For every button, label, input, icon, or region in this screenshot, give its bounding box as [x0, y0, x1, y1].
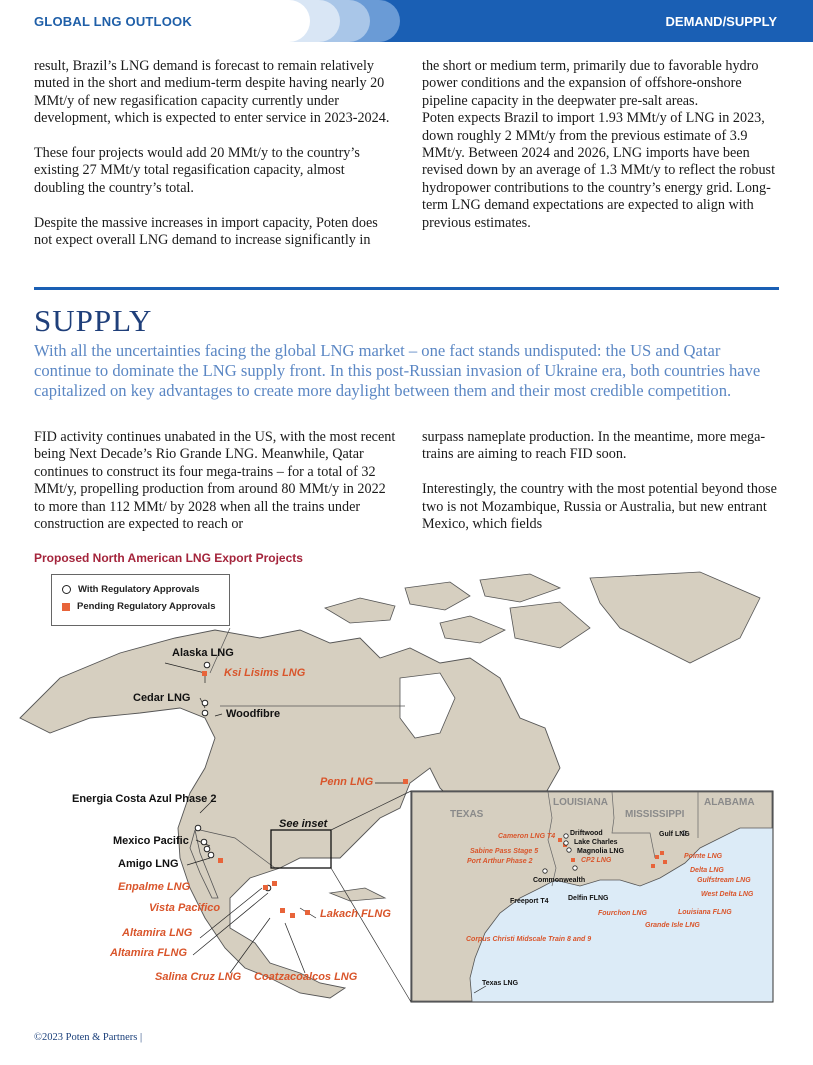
- map-label: Energia Costa Azul Phase 2: [72, 793, 217, 805]
- state-label: ALABAMA: [704, 797, 755, 808]
- map-label: Enpalme LNG: [118, 881, 191, 893]
- state-label: MISSISSIPPI: [625, 809, 685, 820]
- inset-label: Texas LNG: [482, 980, 519, 987]
- map-label: Altamira FLNG: [110, 947, 188, 959]
- inset-label: Sabine Pass Stage 5: [470, 848, 539, 855]
- map-label: Ksi Lisims LNG: [224, 667, 306, 679]
- map-label: Vista Pacifico: [149, 902, 221, 914]
- legend-label: With Regulatory Approvals: [78, 584, 200, 595]
- map-label: See inset: [279, 818, 328, 830]
- map-label: Lakach FLNG: [320, 908, 391, 920]
- top-right-column: [422, 58, 782, 249]
- paragraph: result, Brazil’s LNG demand is forecast to remain relatively muted in the short and medium-term despite having nearly 20 MMt/y of new regasification capacity currently under development, which is expected to enter service in 2023-2024.: [34, 58, 390, 127]
- map-legend: [51, 574, 230, 626]
- supply-right-column: [422, 429, 782, 551]
- inset-label: Magnolia LNG: [577, 848, 625, 855]
- inset-label: Delta LNG: [690, 867, 724, 874]
- inset-label: Corpus Christi Midscale Train 8 and 9: [466, 936, 592, 943]
- section-title: DEMAND/SUPPLY: [665, 14, 777, 29]
- map-label: Cedar LNG: [133, 692, 191, 704]
- map-label: Coatzacoalcos LNG: [254, 971, 358, 983]
- inset-label: West Delta LNG: [701, 891, 754, 898]
- lead-paragraph: With all the uncertainties facing the global LNG market – one fact stands undisputed: the US and Qatar continue to dominate the LNG supply front. In this post-Russian invasion of Ukraine era, both countries have capitalized on key advantages to create more daylight between them and their most credible competition.: [34, 341, 761, 400]
- inset-label: Louisiana FLNG: [678, 909, 732, 916]
- inset-label: Fourchon LNG: [598, 910, 647, 917]
- inset-label: Port Arthur Phase 2: [467, 858, 533, 865]
- paragraph: These four projects would add 20 MMt/y to the country’s existing 27 MMt/y total regasification capacity, almost doubling the country’s total.: [34, 145, 360, 196]
- footer-copyright: ©2023 Poten & Partners |: [34, 1032, 143, 1043]
- approved-marker-icon: [62, 585, 71, 594]
- publication-title: GLOBAL LNG OUTLOOK: [34, 14, 192, 29]
- figure-title: Proposed North American LNG Export Projects: [34, 551, 303, 565]
- inset-label: Pointe LNG: [684, 853, 723, 860]
- section-heading: SUPPLY: [34, 303, 153, 338]
- inset-label: Grande Isle LNG: [645, 922, 700, 929]
- map-label: Altamira LNG: [122, 927, 193, 939]
- section-divider: [34, 287, 779, 290]
- page-header: [0, 0, 813, 42]
- paragraph: surpass nameplate production. In the meantime, more mega-trains are aiming to reach FID soon.: [422, 429, 766, 463]
- map-label: Salina Cruz LNG: [155, 971, 242, 983]
- inset-label: Freeport T4: [510, 898, 549, 905]
- supply-left-column: [34, 429, 396, 551]
- map-label: Penn LNG: [320, 776, 374, 788]
- map-label: Alaska LNG: [172, 647, 234, 659]
- paragraph: Poten expects Brazil to import 1.93 MMt/y of LNG in 2023, down roughly 2 MMt/y from the previous estimate of 3.9 MMt/y. Between 2024 and 2026, LNG imports have been revised down by an average of 1.3 MMt/y to reflect the robust hydropower contributions to the country’s energy grid. Long-term LNG demand expectations are expected to align with previous estimates.: [422, 110, 776, 231]
- inset-label: Driftwood: [570, 830, 603, 837]
- top-left-column: [34, 58, 396, 267]
- paragraph: the short or medium term, primarily due to favorable hydro power conditions and the expansion of offshore-onshore pipeline capacity in the deepwater pre-salt areas.: [422, 58, 759, 109]
- header-decoration: [250, 0, 310, 42]
- map-label: Amigo LNG: [118, 858, 179, 870]
- paragraph: FID activity continues unabated in the US, with the most recent being Next Decade’s Rio Grande LNG. Meanwhile, Qatar continues to construct its four mega-trains – for a total of 32 MMt/y, propelling production from around 80 MMt/y in 2022 to more than 112 MMt/ by 2028 when all the trains under construction are expected to reach or: [34, 429, 396, 533]
- inset-label: Gulfstream LNG: [697, 877, 751, 884]
- inset-label: Delfin FLNG: [568, 895, 609, 902]
- state-label: LOUISIANA: [553, 797, 608, 808]
- legend-label: Pending Regulatory Approvals: [77, 601, 216, 612]
- legend-pending: [62, 601, 215, 612]
- map-label: Mexico Pacific: [113, 835, 189, 847]
- legend-approved: [62, 584, 200, 595]
- inset-label: Cameron LNG T4: [498, 833, 556, 840]
- inset-label: Lake Charles: [574, 839, 618, 846]
- pending-marker-icon: [62, 603, 70, 611]
- paragraph: Interestingly, the country with the most potential beyond those two is not Mozambique, Russia or Australia, but new entrant Mexico, which fields: [422, 481, 777, 533]
- state-label: TEXAS: [450, 809, 484, 820]
- inset-label: CP2 LNG: [581, 857, 612, 864]
- paragraph: Despite the massive increases in import capacity, Poten does not expect overall LNG demand to increase significantly in: [34, 214, 378, 249]
- inset-label: Gulf LNG: [659, 831, 690, 838]
- inset-label: Commonwealth: [533, 877, 586, 884]
- map-label: Woodfibre: [226, 708, 281, 720]
